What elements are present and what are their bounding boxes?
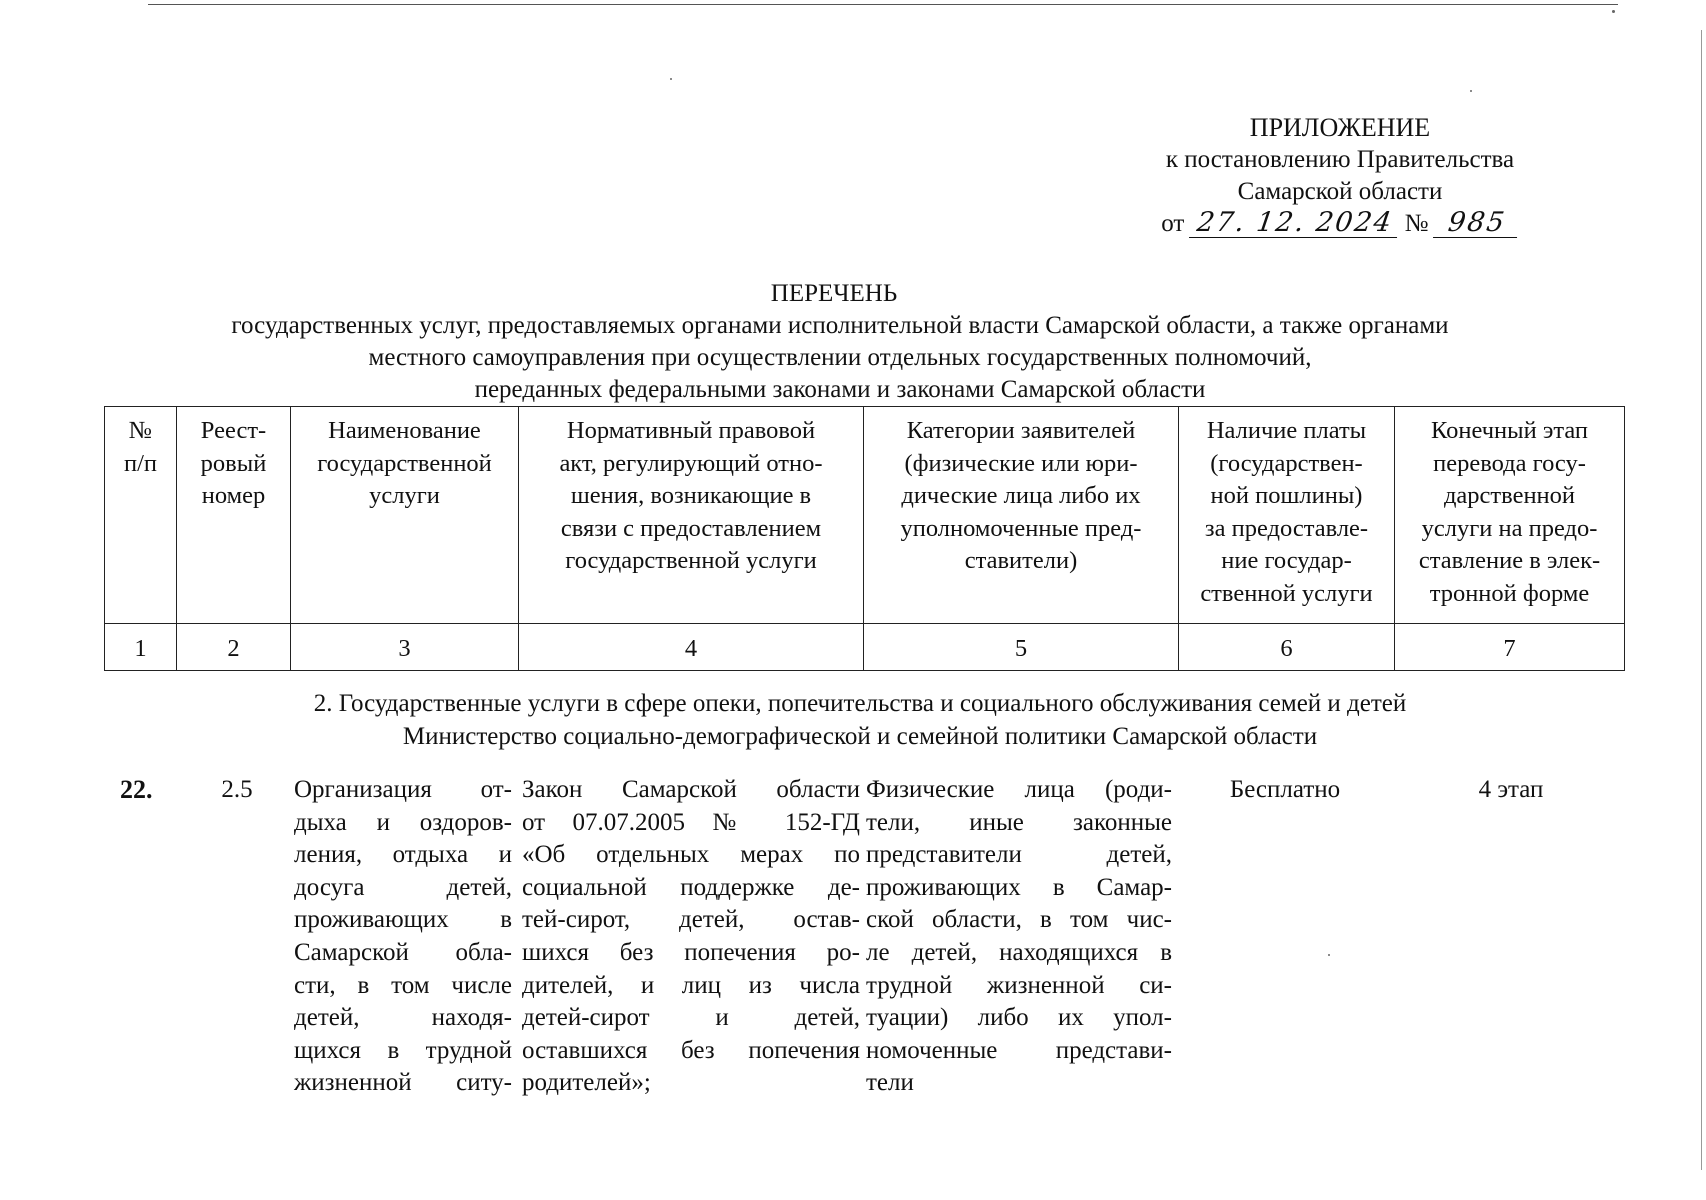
date-prefix: от [1161, 210, 1185, 237]
appendix-date-line [1090, 208, 1590, 240]
header-cell-number: № п/п [105, 407, 177, 624]
section-heading-block [150, 688, 1570, 753]
document-title: ПЕРЕЧЕНЬ [770, 280, 898, 307]
scan-speck [1612, 10, 1615, 13]
header-cell-registry: Реест- ровый номер [177, 407, 291, 624]
table-header-row [105, 407, 1625, 624]
entry-service-name: Организация от- дыха и оздоров- ления, отдыха и досуга детей, проживающих в Самарской обла- сти, в том числе детей, находя- щихся в трудной жизненной ситу- [294, 776, 512, 1097]
entry-fee: Бесплатно [1229, 776, 1341, 803]
header-cell-service-name: Наименование государственной услуги [291, 407, 519, 624]
ministry-heading: Министерство социально-демографической и семейной политики Самарской области [402, 722, 1318, 750]
scan-right-edge [1701, 30, 1702, 1170]
number-prefix: № [1404, 210, 1429, 237]
appendix-title: ПРИЛОЖЕНИЕ [1249, 113, 1431, 142]
subtitle-line: государственных услуг, предоставляемых органами исполнительной власти Самарской области, а также органами [231, 312, 1449, 339]
entry-legal-act: Закон Самарской области от 07.07.2005 № 152-ГД «Об отдельных мерах по социальной поддержке де- тей-сирот, детей, остав- шихся без попечения ро- дителей, и лиц из числа детей-сирот и детей, оставшихся без попечения родителей»; [522, 776, 860, 1097]
column-number: 6 [1179, 624, 1395, 671]
entry-registry-number: 2.5 [221, 776, 253, 803]
appendix-block [1090, 112, 1590, 240]
header-cell-legal-act: Нормативный правовой акт, регулирующий отно- шения, возникающие в связи с предоставлением государственной услуги [519, 407, 864, 624]
section-heading: 2. Государственные услуги в сфере опеки, попечительства и социального обслуживания семей и детей [313, 690, 1407, 717]
column-number: 2 [177, 624, 291, 671]
appendix-line-2: Самарской области [1237, 178, 1443, 205]
scan-speck [1470, 90, 1472, 92]
column-number: 5 [864, 624, 1179, 671]
entry-applicant-categories: Физические лица (роди- тели, иные законные представители детей, проживающих в Самар- ской области, в том чис- ле детей, находящихся в трудной жизненной си- туации) либо их упол- номоченные представи- тели [866, 776, 1172, 1097]
appendix-line-1: к постановлению Правительства [1165, 146, 1515, 173]
column-number: 7 [1395, 624, 1625, 671]
services-header-table [104, 406, 1625, 671]
handwritten-date: 27. 12. 2024 [1189, 209, 1401, 238]
subtitle-line: местного самоуправления при осуществлении отдельных государственных полномочий, [368, 344, 1312, 371]
column-number: 1 [105, 624, 177, 671]
header-cell-applicant-categories: Категории заявителей (физические или юри- дические лица либо их уполномоченные пред- ставители) [864, 407, 1179, 624]
entry-electronic-stage: 4 этап [1478, 776, 1544, 803]
document-subtitle [120, 310, 1560, 406]
subtitle-line: переданных федеральными законами и законами Самарской области [474, 376, 1206, 403]
table-column-number-row [105, 624, 1625, 671]
header-cell-electronic-stage: Конечный этап перевода госу- дарственной услуги на предо- ставление в элек- тронной форме [1395, 407, 1625, 624]
scan-top-rule [148, 4, 1618, 5]
handwritten-number: 985 [1433, 209, 1521, 238]
scan-speck [670, 78, 672, 80]
column-number: 3 [291, 624, 519, 671]
entry-number: 22. [120, 775, 153, 804]
header-cell-fee: Наличие платы (государствен- ной пошлины) за предоставле- ние государ- ственной услуги [1179, 407, 1395, 624]
scan-speck [1328, 954, 1330, 956]
column-number: 4 [519, 624, 864, 671]
